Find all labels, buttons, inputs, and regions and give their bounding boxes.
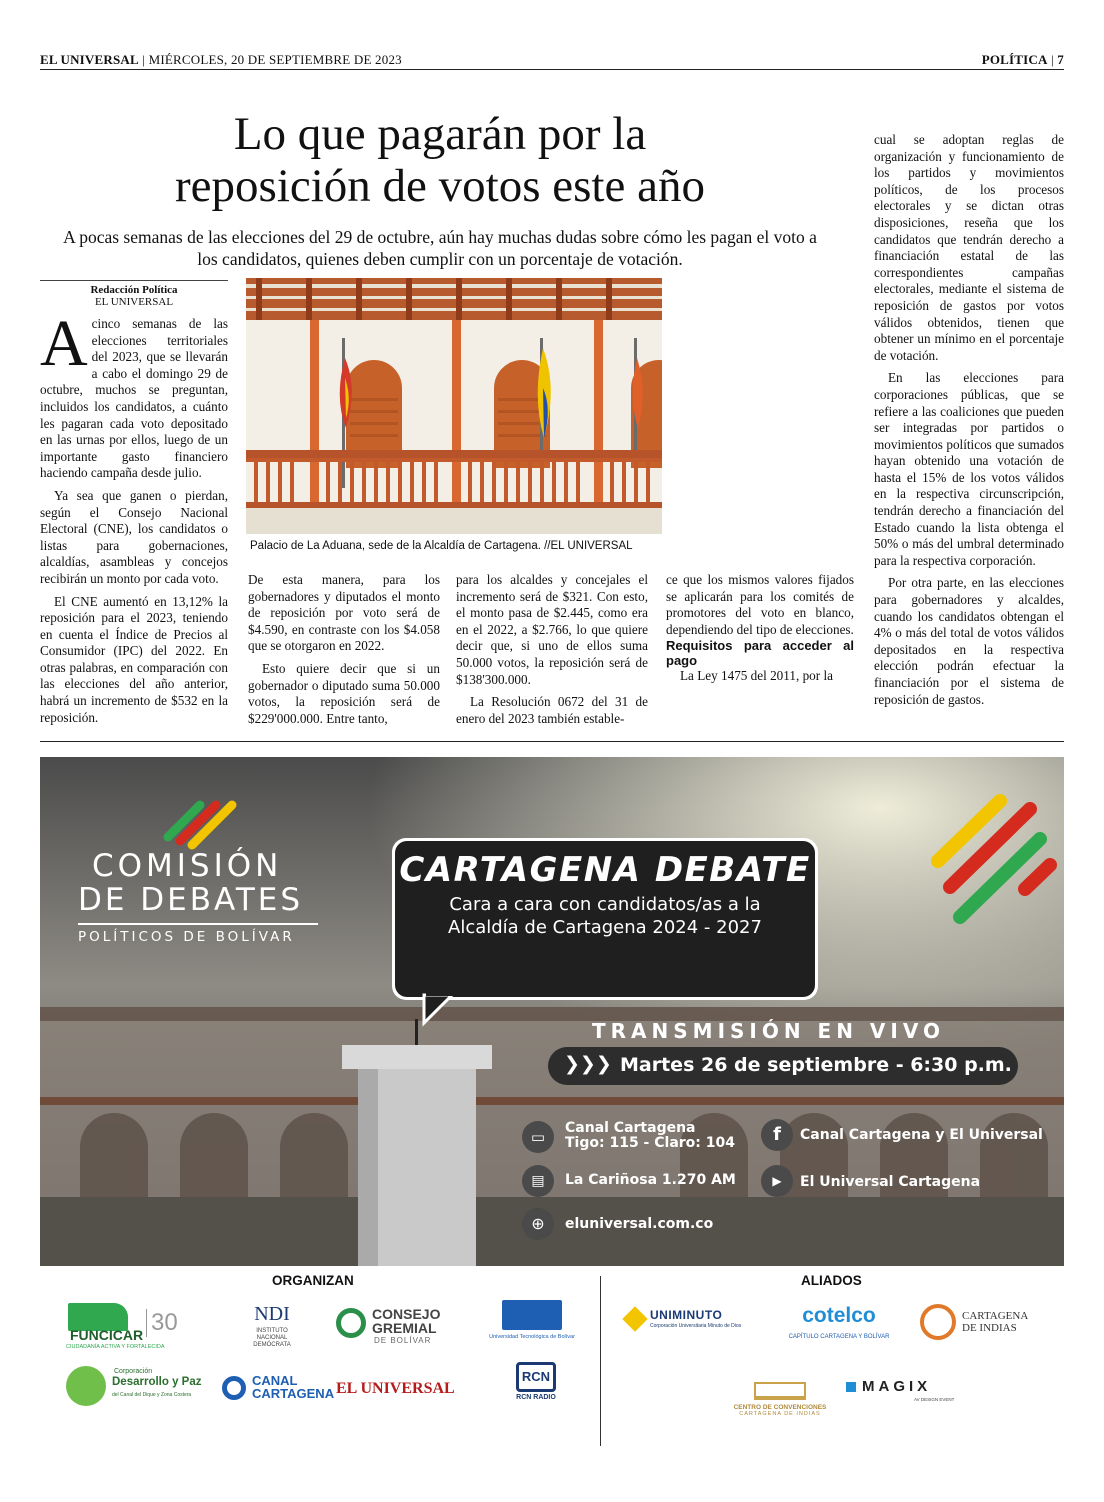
newspaper-name: EL UNIVERSAL — [40, 52, 139, 67]
headline: Lo que pagarán por la reposición de votos este año — [175, 108, 705, 212]
page-number: 7 — [1057, 52, 1064, 67]
dropcap: A — [40, 307, 88, 380]
funcicar-logo: FUNCICAR CIUDADANÍA ACTIVA Y FORTALECIDA 30 — [66, 1303, 184, 1353]
el-universal-logo: EL UNIVERSAL — [336, 1380, 455, 1397]
utb-logo: Universidad Tecnológica de Bolívar — [482, 1300, 582, 1350]
article-column-4: ce que los mismos valores fijados se aplicarán para los comités de promotores del voto en blanco, dependiendo del tipo de elecciones. Requisitos para acceder al pago La Ley 1475 del 2011, por la — [666, 572, 854, 684]
sponsors-divider — [600, 1276, 601, 1446]
radio-icon: ▤ — [531, 1173, 545, 1189]
facebook-channel: Canal Cartagena y El Universal — [800, 1127, 1043, 1143]
rcn-radio-logo: RCN RCN RADIO — [506, 1362, 566, 1412]
aliados-label: ALIADOS — [801, 1273, 862, 1288]
photo-caption: Palacio de La Aduana, sede de la Alcaldía de Cartagena. //EL UNIVERSAL — [250, 540, 633, 552]
centro-convenciones-logo: CENTRO DE CONVENCIONES CARTAGENA DE INDIAS — [712, 1382, 848, 1424]
desarrollo-paz-logo: Corporación Desarrollo y Paz del Canal del Dique y Zona Costera — [66, 1366, 196, 1416]
header-rule — [40, 69, 1064, 70]
article-photo — [246, 278, 662, 534]
page-header-right: POLÍTICA | 7 — [981, 52, 1064, 67]
article-column-3: para los alcaldes y concejales el incremento será de $321. Con esto, el monto pasa de $2.445, como era en el 2022, a $2.766, lo que quiere decir que, si uno de ellos suma 50.000 votos, la reposición será de $138'300.000. La Resolución 0672 del 31 de enero del 2023 también estable- — [456, 572, 648, 726]
organizan-label: ORGANIZAN — [272, 1273, 354, 1288]
magix-logo: MAGIX AV DESIGN EVENT — [846, 1378, 966, 1408]
debate-date-time: Martes 26 de septiembre - 6:30 p.m. — [620, 1054, 1012, 1076]
facebook-icon: f — [773, 1124, 781, 1145]
tv-channel: Canal Cartagena Tigo: 115 - Claro: 104 — [565, 1120, 735, 1151]
debate-advertisement — [40, 757, 1064, 1266]
deck: A pocas semanas de las elecciones del 29 de octubre, aún hay muchas dudas sobre cómo les pagan el voto a los candidatos, quienes deben cumplir con un porcentaje de votación. — [63, 227, 817, 269]
debate-title: CARTAGENA DEBATE — [399, 850, 811, 890]
ndi-logo: NDI INSTITUTO NACIONAL DEMÓCRATA — [253, 1303, 291, 1348]
uniminuto-logo: UNIMINUTO Corporación Universitaria Minuto de Dios — [626, 1308, 756, 1348]
article-column-5: cual se adoptan reglas de organización y funcionamiento de los partidos y movimientos políticos, de los procesos electorales y se dictan otras disposiciones, reseña que los candidatos que tendrán derecho a financiación estatal de las correspondientes campañas electorales, mediante el sistema de reposición de gastos por votos válidos obtenidos, tienen que obtener un mínimo en el porcentaje de votación. En las elecciones para corporaciones públicas, que se refiere a las coaliciones que pueden ser integradas por partidos o movimientos políticos que sumados hayan obtenido una votación de hasta el 15% de los votos válidos en la respectiva circunscripción, tendrán derecho a financiación del Estado cuando la lista obtenga el 50% o más del umbral determinado para la respectiva corporación. Por otra parte, en las elecciones para gobernadores y alcaldes, cuando los candidatos obtengan el 4% o más del total de votos válidos depositados en la respectiva elección podrán efectuar la financiación por el sistema de reposición de gastos. — [874, 132, 1064, 707]
live-label: TRANSMISIÓN EN VIVO — [592, 1019, 945, 1043]
chevrons-icon: ❯❯❯ — [564, 1053, 612, 1075]
cotelco-logo: cotelco CAPÍTULO CARTAGENA Y BOLÍVAR — [788, 1304, 890, 1340]
subhead: Requisitos para acceder al pago — [666, 638, 854, 669]
cartagena-indias-logo: CARTAGENA DE INDIAS — [920, 1302, 1040, 1348]
byline-rule — [40, 280, 228, 281]
radio-channel: La Cariñosa 1.270 AM — [565, 1172, 736, 1188]
article-column-1: Acinco semanas de las elecciones territoriales del 2023, que se llevarán a cabo el domingo 29 de octubre, muchos se preguntan, incluidos los candidatos, a cuánto les pagaran cada voto depositado en las urnas por ellos, luego de un importante gasto financiero haciendo campaña desde julio. Ya sea que ganen o pierdan, según el Consejo Nacional Electoral (CNE), los candidatos o listas para gobernaciones, alcaldías, asambleas y concejos recibirán un monto por cada voto. El CNE aumentó en 13,12% la reposición para el 2023, teniendo en cuenta el Índice de Precios al Consumidor (IPC) del 2022. En otras palabras, en comparación con las elecciones del año anterior, habrá un incremento de $532 en la reposición. — [40, 307, 228, 725]
page-header-left: EL UNIVERSAL | MIÉRCOLES, 20 DE SEPTIEMBRE DE 2023 — [40, 52, 402, 67]
debate-bubble: CARTAGENA DEBATE Cara a cara con candidatos/as a la Alcaldía de Cartagena 2024 - 2027 — [399, 850, 811, 938]
section-name: POLÍTICA — [981, 52, 1048, 67]
website-link[interactable]: eluniversal.com.co — [565, 1216, 714, 1232]
consejo-gremial-logo: CONSEJO GREMIAL DE BOLÍVAR — [336, 1306, 451, 1346]
canal-cartagena-logo: CANAL CARTAGENA — [222, 1374, 342, 1406]
globe-icon: ⊕ — [531, 1214, 545, 1233]
tv-icon: ▭ — [530, 1128, 546, 1146]
article-column-2: De esta manera, para los gobernadores y diputados el monto de reposición por voto será de $4.590, en contraste con los $4.058 que se otorgaron en 2022. Esto quiere decir que si un gobernador o diputado suma 50.000 votos, la reposición será de $229'000.000. Entre tanto, — [248, 572, 440, 726]
youtube-icon: ▶ — [772, 1174, 782, 1188]
commission-logo: COMISIÓN DE DEBATES POLÍTICOS DE BOLÍVAR — [78, 849, 358, 945]
article-bottom-rule — [40, 741, 1064, 742]
youtube-channel: El Universal Cartagena — [800, 1174, 981, 1190]
issue-date: MIÉRCOLES, 20 DE SEPTIEMBRE DE 2023 — [148, 52, 402, 67]
palacio-aduana-illustration — [246, 278, 662, 534]
byline: Redacción Política EL UNIVERSAL — [90, 284, 178, 308]
